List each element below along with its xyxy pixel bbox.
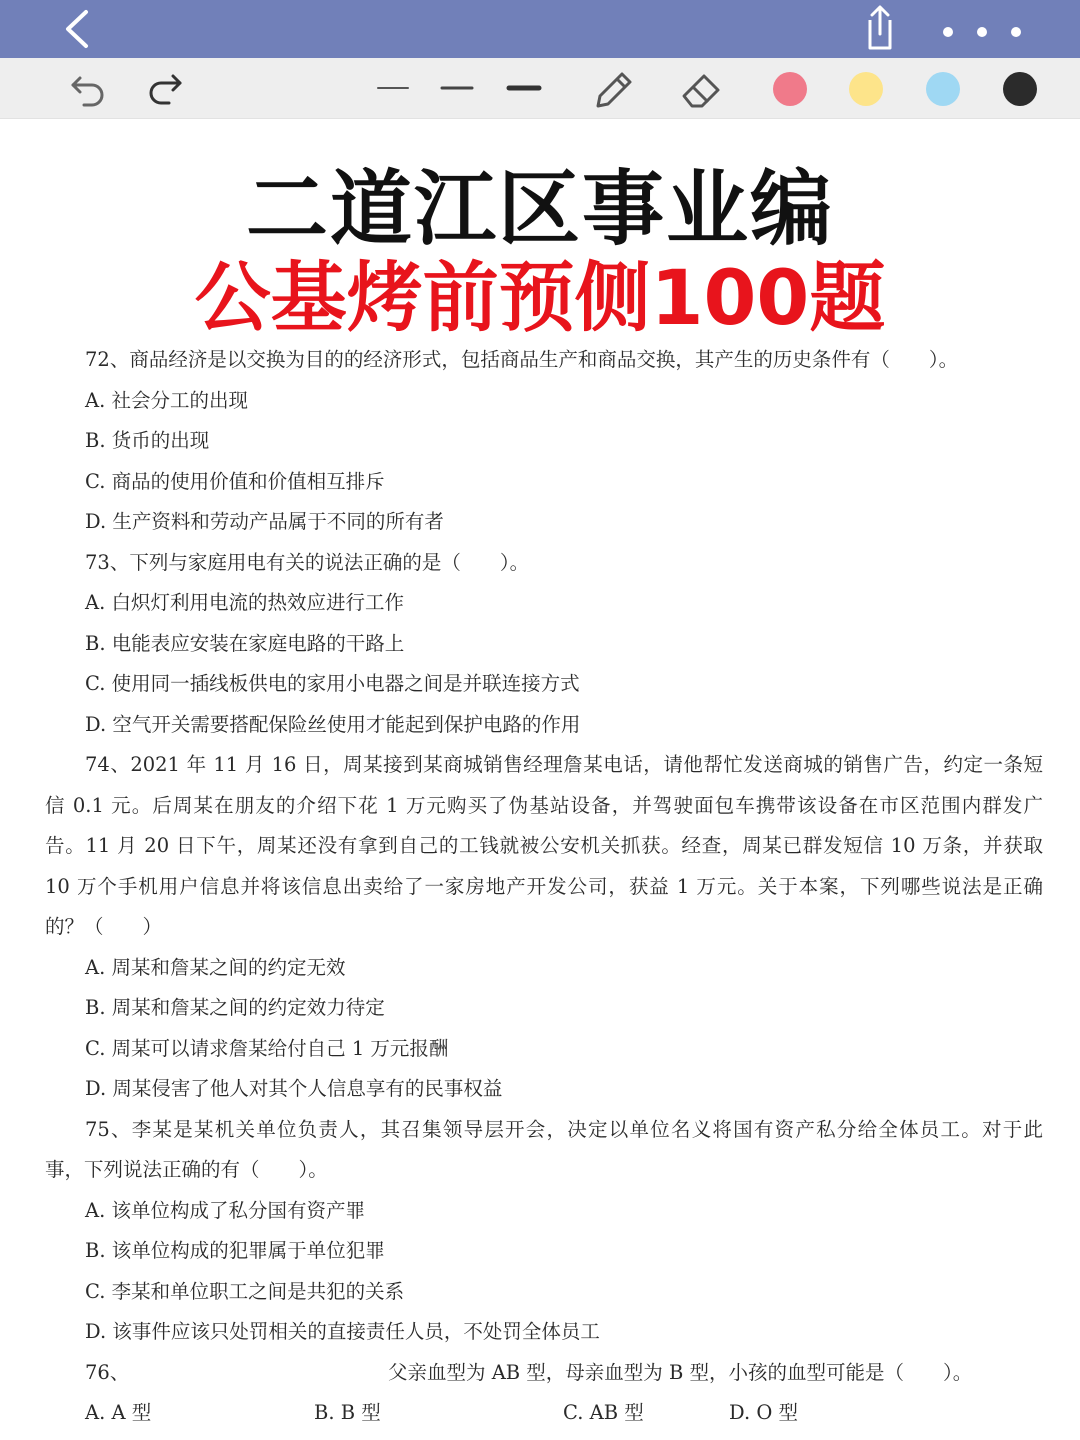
q72-stem: 72、商品经济是以交换为目的的经济形式，包括商品生产和商品交换，其产生的历史条件有（ ）。 [85, 348, 959, 371]
q74-option-a: A. 周某和詹某之间的约定无效 [85, 955, 346, 979]
q75-stem-line2: 事，下列说法正确的有（ ）。 [45, 1158, 328, 1181]
q75-option-b: B. 该单位构成的犯罪属于单位犯罪 [85, 1239, 385, 1262]
back-button[interactable] [58, 8, 100, 50]
annotation-toolbar [0, 58, 1080, 119]
share-button[interactable] [856, 4, 902, 52]
q73-option-d: D. 空气开关需要搭配保险丝使用才能起到保护电路的作用 [85, 712, 581, 736]
q76-number: 76、 [85, 1360, 130, 1384]
thick-line-icon [506, 76, 542, 100]
q74-stem-line4: 10 万个手机用户信息并将该信息出卖给了一家房地产开发公司，获益 1 万元。关于本案，下列哪些说法是正确 [45, 874, 1043, 898]
q76-option-c: C. AB 型 [563, 1401, 644, 1424]
color-pink-swatch[interactable] [773, 72, 807, 106]
q72-option-d: D. 生产资料和劳动产品属于不同的所有者 [85, 510, 444, 533]
color-black-swatch[interactable] [1003, 72, 1037, 106]
pencil-icon [590, 66, 636, 112]
q76-stem-row [45, 1353, 1043, 1394]
color-yellow-swatch[interactable] [849, 72, 883, 106]
more-dots-icon [934, 20, 1030, 44]
q72-option-b: B. 货币的出现 [85, 429, 210, 452]
q76-option-a: A. A 型 [85, 1401, 152, 1424]
eraser-button[interactable] [678, 66, 724, 112]
page-title: 二道江区事业编 [245, 162, 834, 257]
q76-option-d: D. O 型 [729, 1401, 799, 1424]
q72-option-a: A. 社会分工的出现 [85, 388, 248, 412]
redo-icon [145, 68, 185, 108]
top-bar [0, 0, 1080, 58]
q73-option-a: A. 白炽灯利用电流的热效应进行工作 [85, 591, 404, 614]
q76-options-row [45, 1393, 1043, 1434]
q74-option-d: D. 周某侵害了他人对其个人信息享有的民事权益 [85, 1077, 503, 1100]
q76-option-b: B. B 型 [314, 1401, 381, 1424]
chevron-left-icon [58, 8, 100, 50]
q74-stem-line1: 74、2021 年 11 月 16 日，周某接到某商城销售经理詹某电话，请他帮忙发送商城的销售广告，约定一条短 [85, 753, 1043, 776]
q74-option-c: C. 周某可以请求詹某给付自己 1 万元报酬 [85, 1036, 449, 1060]
q73-option-b: B. 电能表应安装在家庭电路的干路上 [85, 631, 405, 655]
q75-option-d: D. 该事件应该只处罚相关的直接责任人员，不处罚全体员工 [85, 1320, 600, 1343]
color-blue-swatch[interactable] [926, 72, 960, 106]
question-content [45, 340, 1043, 1434]
undo-icon [68, 68, 108, 108]
q74-option-b: B. 周某和詹某之间的约定效力待定 [85, 996, 385, 1019]
more-button[interactable] [934, 20, 1030, 44]
q73-option-c: C. 使用同一插线板供电的家用小电器之间是并联连接方式 [85, 672, 580, 695]
thin-line-icon [376, 76, 410, 100]
q75-option-c: C. 李某和单位职工之间是共犯的关系 [85, 1279, 405, 1303]
q74-stem-line5: 的？（ ） [45, 915, 163, 938]
q73-stem: 73、下列与家庭用电有关的说法正确的是（ ）。 [85, 550, 530, 574]
share-icon [856, 4, 902, 52]
medium-line-button[interactable] [440, 76, 474, 100]
medium-line-icon [440, 76, 474, 100]
q74-stem-line2: 信 0.1 元。后周某在朋友的介绍下花 1 万元购买了伪基站设备，并驾驶面包车携带该设备在市区范围内群发广 [45, 793, 1043, 817]
pencil-button[interactable] [590, 66, 636, 112]
q75-stem-line1: 75、李某是某机关单位负责人，其召集领导层开会，决定以单位名义将国有资产私分给全体员工。对于此 [85, 1117, 1043, 1141]
eraser-icon [678, 66, 724, 112]
q75-option-a: A. 该单位构成了私分国有资产罪 [85, 1198, 365, 1222]
thick-line-button[interactable] [506, 76, 542, 100]
q74-stem-line3: 告。11 月 20 日下午，周某还没有拿到自己的工钱就被公安机关抓获。经查，周某已群发短信 10 万条，并获取 [45, 834, 1043, 857]
redo-button[interactable] [145, 68, 185, 108]
thin-line-button[interactable] [376, 76, 410, 100]
undo-button[interactable] [68, 68, 108, 108]
page-subtitle: 公基烤前预侧100题 [194, 253, 886, 342]
q72-option-c: C. 商品的使用价值和价值相互排斥 [85, 469, 385, 493]
q76-stem: 父亲血型为 AB 型，母亲血型为 B 型，小孩的血型可能是（ ）。 [388, 1360, 973, 1384]
